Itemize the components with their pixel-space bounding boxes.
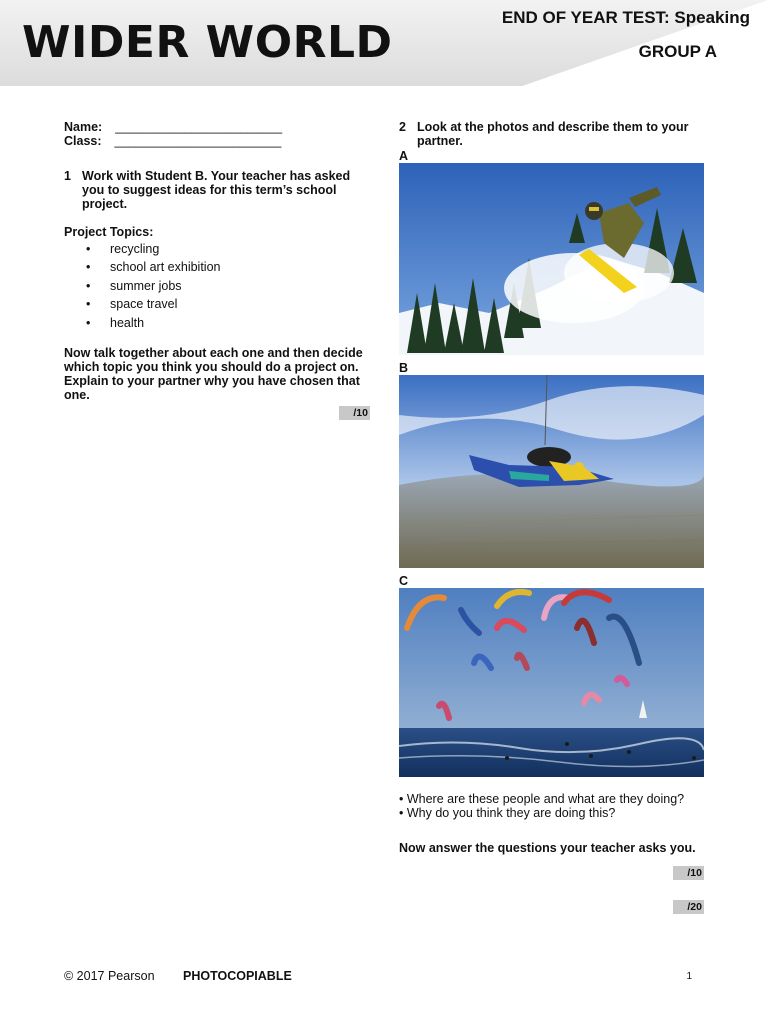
topic-item: [64, 295, 374, 313]
topic-item: [64, 314, 374, 332]
photo-c-kitesurfing: [399, 588, 704, 777]
task-1-score-row: [64, 405, 370, 420]
photocopiable-label: PHOTOCOPIABLE: [183, 969, 292, 983]
page-header: [0, 0, 768, 86]
total-score-row: [399, 899, 704, 914]
class-label: Class:: [64, 134, 102, 148]
task-2-score-box: /10: [673, 866, 704, 880]
photo-b-tandem-skydive: [399, 375, 704, 568]
topic-label: health: [110, 315, 145, 330]
task-1-column: [64, 120, 374, 420]
test-title: END OF YEAR TEST: Speaking: [501, 8, 750, 27]
bullet-icon: •: [86, 260, 91, 275]
bullet-icon: •: [86, 297, 91, 312]
task-2-column: [399, 120, 704, 914]
photo-a-snowboarder: [399, 163, 704, 355]
project-topics-list: [64, 240, 374, 332]
topic-label: summer jobs: [110, 278, 182, 293]
wider-world-logo: WIDER WORLD: [22, 17, 393, 68]
task-2-follow-up: Now answer the questions your teacher asks you.: [399, 841, 696, 855]
name-label: Name:: [64, 120, 103, 134]
task-1-explain: Explain to your partner why you have chosen that one.: [64, 374, 360, 403]
task-1-score-box: /10: [339, 406, 370, 420]
project-topics-title: Project Topics:: [64, 225, 154, 239]
task-1-instruction: Now talk together about each one and then decide which topic you think you should do a project on.: [64, 346, 363, 375]
task-2-number: 2: [399, 120, 406, 134]
photo-c-label: C: [399, 574, 409, 588]
copyright: © 2017 Pearson: [64, 969, 155, 983]
bullet-icon: •: [86, 315, 91, 330]
group-label: GROUP A: [638, 42, 717, 61]
task-1-prompt: Work with Student B. Your teacher has asked you to suggest ideas for this term’s school project.: [82, 169, 351, 211]
topic-item: [64, 258, 374, 276]
page-number: 1: [686, 971, 692, 982]
task-1-heading: [64, 169, 374, 211]
topic-label: space travel: [110, 297, 178, 312]
class-field-row: [64, 134, 374, 148]
name-field-row: [64, 120, 374, 134]
class-blank[interactable]: ________________________: [114, 134, 282, 148]
task-2-prompt: Look at the photos and describe them to your partner.: [417, 120, 689, 148]
bullet-icon: •: [86, 242, 91, 256]
question-1: • Where are these people and what are they doing?: [399, 792, 685, 806]
question-2: • Why do you think they are doing this?: [399, 806, 616, 820]
name-blank[interactable]: ________________________: [115, 120, 283, 134]
task-2-score-row: [399, 865, 704, 880]
photo-b-label: B: [399, 361, 409, 375]
topic-item: [64, 277, 374, 295]
task-2-heading: [399, 120, 704, 148]
topic-label: school art exhibition: [110, 260, 221, 275]
photo-a-label: A: [399, 149, 409, 163]
total-score-box: /20: [673, 900, 704, 914]
topic-label: recycling: [110, 242, 160, 256]
bullet-icon: •: [86, 278, 91, 293]
topic-item: [64, 240, 374, 258]
photo-questions: [399, 792, 704, 820]
task-1-number: 1: [64, 169, 71, 183]
